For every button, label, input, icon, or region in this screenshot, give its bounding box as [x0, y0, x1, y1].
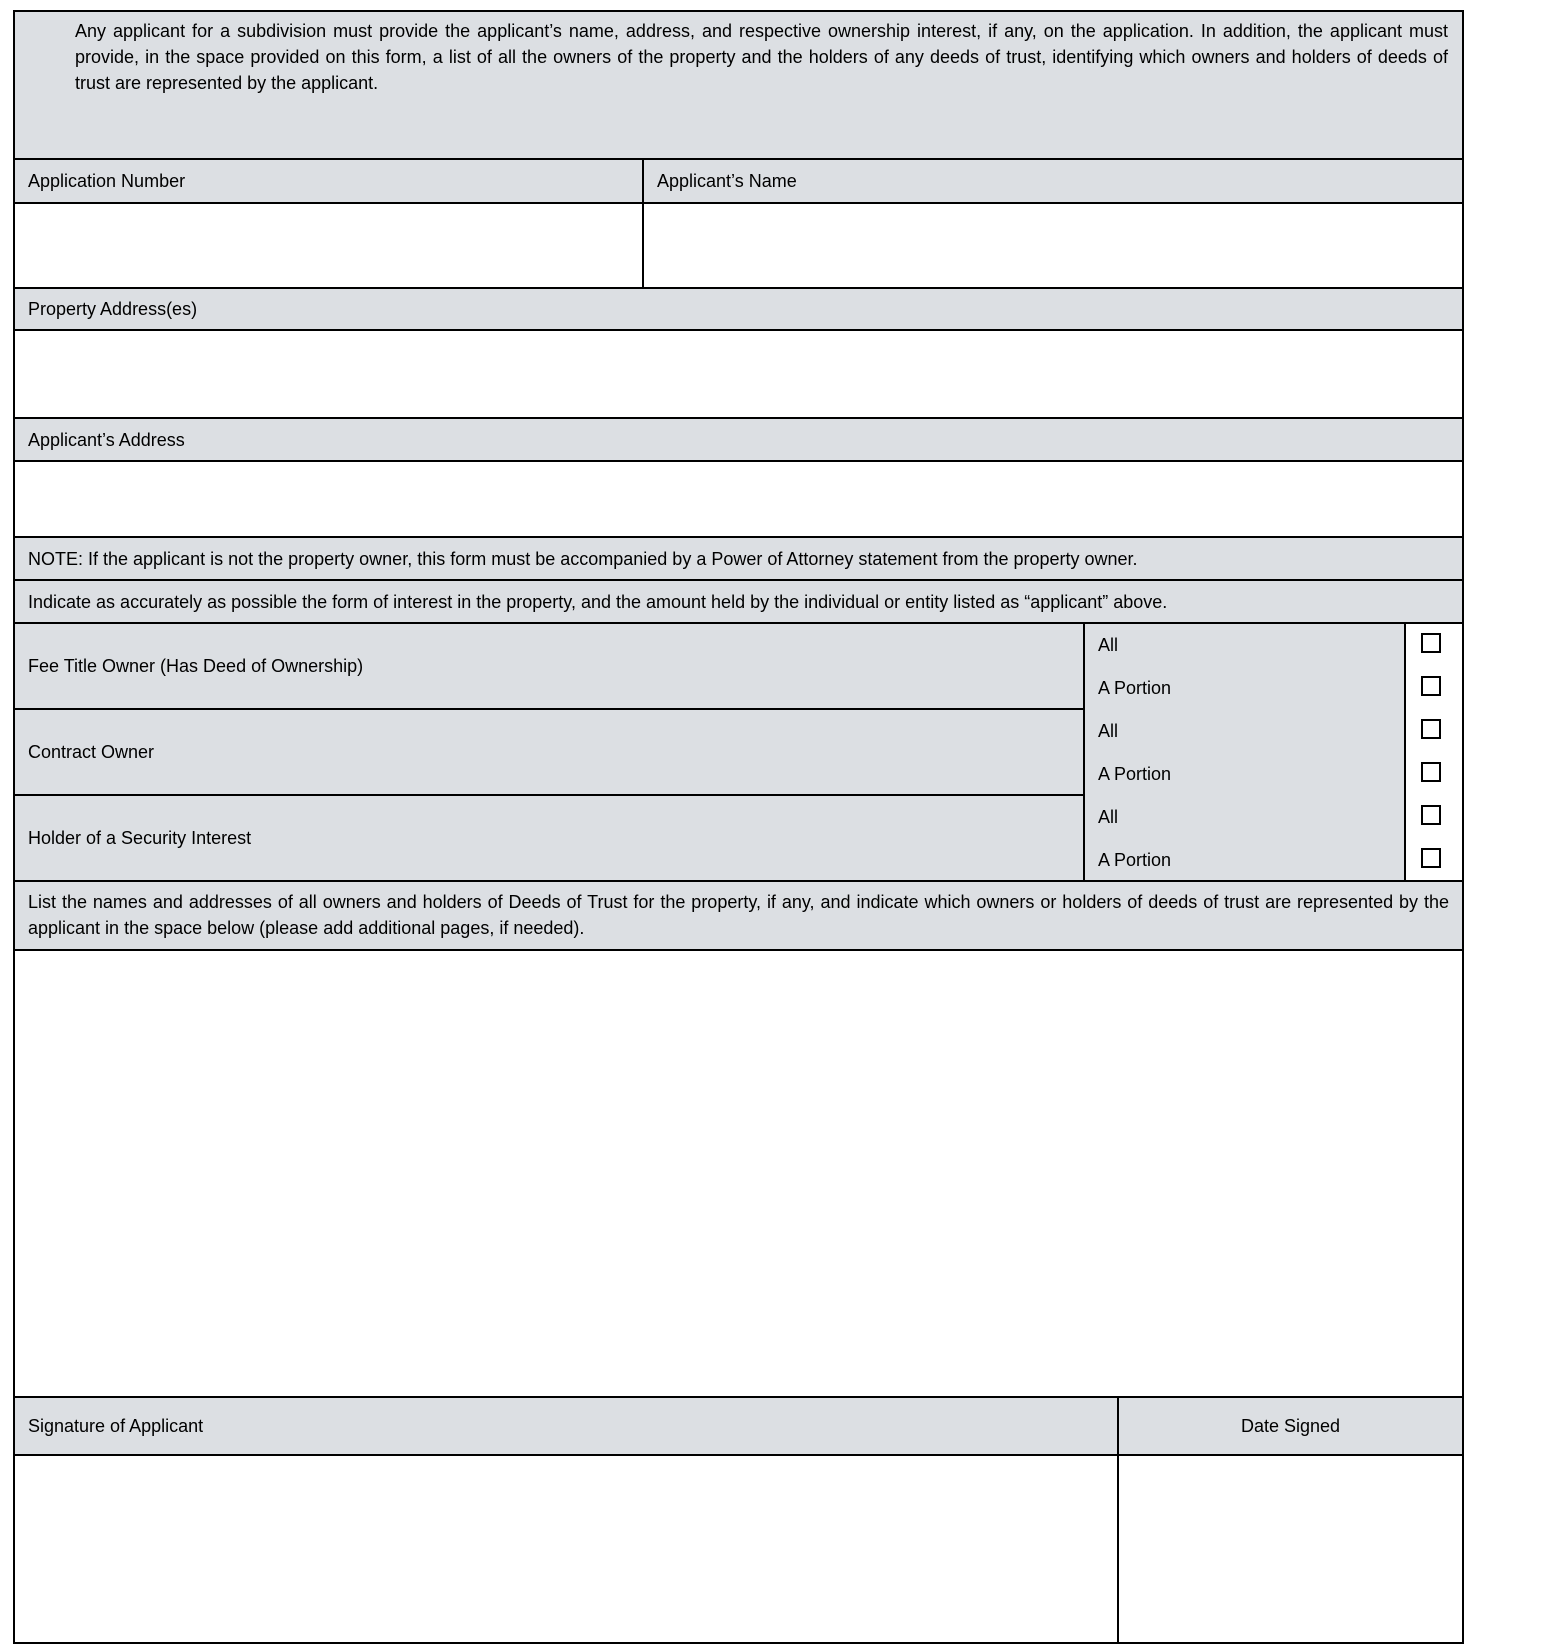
date-signed-label: Date Signed [1240, 1416, 1341, 1436]
security-interest-all-checkbox[interactable] [1421, 805, 1441, 825]
interest-options-column [1085, 622, 1406, 880]
intro-section [15, 12, 1462, 158]
applicant-name-header [644, 158, 1462, 202]
interest-instruction-row [15, 579, 1462, 622]
owners-list-instruction: List the names and addresses of all owners and holders of Deeds of Trust for the property, if any, and indicate which owners or holders of deeds of trust are represented by the applicant in the space below (please add additional pages, if needed). [28, 892, 1449, 938]
owners-list-header [15, 880, 1462, 949]
interest-type-label: Contract Owner [28, 742, 155, 762]
application-number-header [15, 158, 644, 202]
application-number-field[interactable] [15, 202, 644, 287]
interest-type-row [15, 708, 1085, 794]
security-interest-portion-checkbox[interactable] [1421, 848, 1441, 868]
applicant-address-field[interactable] [15, 460, 1462, 536]
property-address-header [15, 287, 1462, 329]
signature-field[interactable] [15, 1454, 1119, 1642]
owners-list-field[interactable] [15, 949, 1462, 1396]
ownership-interest-form [13, 10, 1464, 1644]
applicant-name-label: Applicant’s Name [657, 171, 797, 191]
checkbox-column [1406, 622, 1462, 880]
applicant-address-header [15, 417, 1462, 460]
property-address-field[interactable] [15, 329, 1462, 417]
option-portion-label: A Portion [1098, 764, 1172, 784]
property-address-label: Property Address(es) [28, 299, 198, 319]
fee-title-portion-checkbox[interactable] [1421, 676, 1441, 696]
interest-type-row [15, 622, 1085, 708]
contract-owner-portion-checkbox[interactable] [1421, 762, 1441, 782]
date-signed-field[interactable] [1119, 1454, 1462, 1642]
applicant-name-field[interactable] [644, 202, 1462, 287]
applicant-address-label: Applicant’s Address [28, 430, 185, 450]
interest-type-label: Fee Title Owner (Has Deed of Ownership) [28, 656, 364, 676]
interest-instruction: Indicate as accurately as possible the form of interest in the property, and the amount held by the individual or entity listed as “applicant” above. [28, 592, 1168, 612]
option-all-label: All [1098, 807, 1119, 827]
option-portion-label: A Portion [1098, 678, 1172, 698]
date-signed-header [1119, 1396, 1462, 1454]
contract-owner-all-checkbox[interactable] [1421, 719, 1441, 739]
option-all-label: All [1098, 635, 1119, 655]
note-row [15, 536, 1462, 579]
option-all-label: All [1098, 721, 1119, 741]
fee-title-all-checkbox[interactable] [1421, 633, 1441, 653]
intro-text: Any applicant for a subdivision must provide the applicant’s name, address, and respective ownership interest, if any, on the application. In addition, the applicant must provide, in the space provided on this form, a list of all the owners of the property and the holders of any deeds of trust, identifying which owners and holders of deeds of trust are represented by the applicant. [75, 21, 1448, 93]
option-portion-label: A Portion [1098, 850, 1172, 870]
signature-header [15, 1396, 1119, 1454]
power-of-attorney-note: NOTE: If the applicant is not the property owner, this form must be accompanied by a Power of Attorney statement from the property owner. [28, 549, 1138, 569]
interest-type-label: Holder of a Security Interest [28, 828, 252, 848]
interest-type-row [15, 794, 1085, 880]
signature-label: Signature of Applicant [28, 1416, 204, 1436]
application-number-label: Application Number [28, 171, 186, 191]
